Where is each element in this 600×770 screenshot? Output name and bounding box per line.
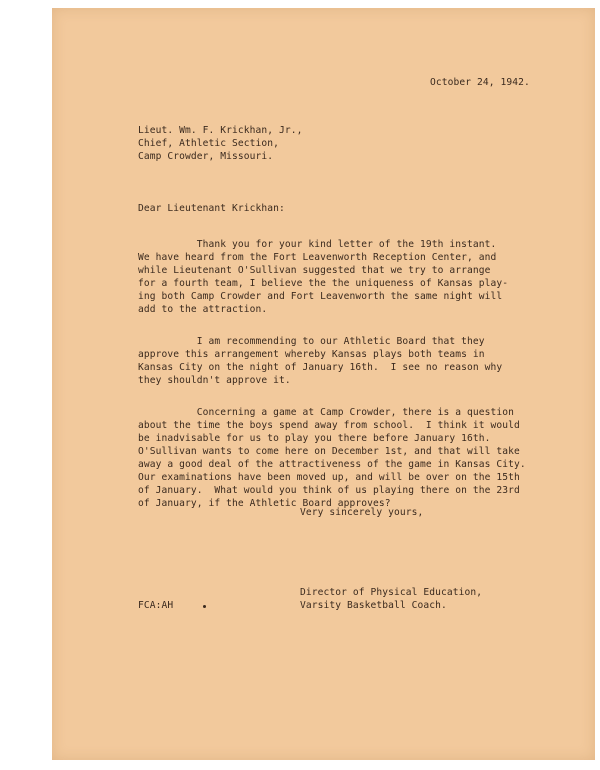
paragraph-2-line: approve this arrangement whereby Kansas plays both teams in: [138, 349, 485, 360]
paragraph-3-line: of January, if the Athletic Board approves?: [138, 498, 391, 509]
recipient-line: Chief, Athletic Section,: [138, 138, 280, 149]
paragraph-3-line: away a good deal of the attractiveness of the game in Kansas City.: [138, 459, 526, 470]
paragraph-1-line: for a fourth team, I believe the the uniqueness of Kansas play-: [138, 278, 509, 289]
paragraph-3-line: Our examinations have been moved up, and will be over on the 15th: [138, 472, 520, 483]
paragraph-3-line: Concerning a game at Camp Crowder, there is a question: [138, 407, 515, 418]
salutation: Dear Lieutenant Krickhan:: [138, 203, 285, 214]
stray-mark: [203, 605, 206, 608]
paragraph-3-line: about the time the boys spend away from school. I think it would: [138, 420, 520, 431]
letter-page: [52, 8, 595, 760]
paragraph-1-line: We have heard from the Fort Leavenworth Reception Center, and: [138, 252, 497, 263]
paragraph-2-line: they shouldn't approve it.: [138, 375, 291, 386]
recipient-line: Lieut. Wm. F. Krickhan, Jr.,: [138, 125, 303, 136]
paragraph-3-line: of January. What would you think of us playing there on the 23rd: [138, 485, 520, 496]
paragraph-2-line: I am recommending to our Athletic Board that they: [138, 336, 485, 347]
letter-date: October 24, 1942.: [430, 77, 530, 88]
signature-title-line: Director of Physical Education,: [300, 587, 483, 598]
reference-initials: FCA:AH: [138, 600, 174, 611]
closing: Very sincerely yours,: [300, 507, 424, 518]
paragraph-1-line: add to the attraction.: [138, 304, 268, 315]
paragraph-1-line: while Lieutenant O'Sullivan suggested that we try to arrange: [138, 265, 491, 276]
paragraph-2-line: Kansas City on the night of January 16th. I see no reason why: [138, 362, 503, 373]
paragraph-1-line: Thank you for your kind letter of the 19th instant.: [138, 239, 497, 250]
signature-title-line: Varsity Basketball Coach.: [300, 600, 447, 611]
paragraph-3-line: be inadvisable for us to play you there before January 16th.: [138, 433, 491, 444]
recipient-line: Camp Crowder, Missouri.: [138, 151, 274, 162]
paragraph-1-line: ing both Camp Crowder and Fort Leavenworth the same night will: [138, 291, 503, 302]
paragraph-3-line: O'Sullivan wants to come here on December 1st, and that will take: [138, 446, 520, 457]
